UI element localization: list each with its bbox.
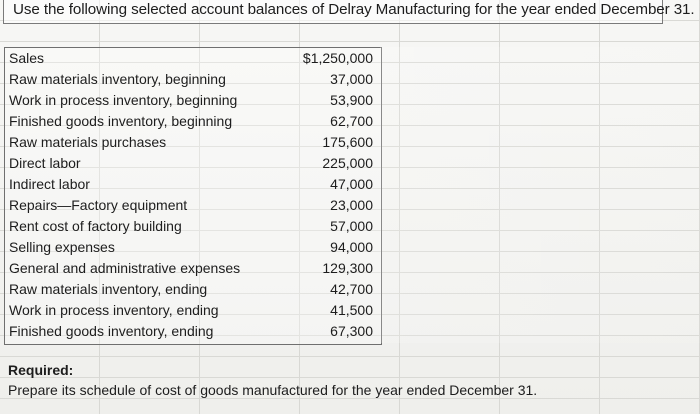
account-row — [5, 90, 381, 111]
account-row — [5, 258, 381, 279]
account-label: Finished goods inventory, ending — [9, 323, 214, 339]
account-label: Finished goods inventory, beginning — [9, 113, 233, 129]
account-label: Indirect labor — [9, 176, 90, 192]
account-label: General and administrative expenses — [9, 260, 241, 276]
account-value: $1,250,000 — [302, 50, 373, 66]
account-label: Work in process inventory, ending — [9, 302, 219, 318]
account-label: Rent cost of factory building — [9, 218, 182, 234]
account-row — [5, 48, 381, 69]
account-value: 37,000 — [330, 71, 373, 87]
account-row — [5, 300, 381, 321]
account-row — [5, 132, 381, 153]
account-value: 23,000 — [330, 197, 373, 213]
title-cell — [3, 0, 695, 24]
account-row — [5, 216, 381, 237]
required-instruction: Prepare its schedule of cost of goods manufactured for the year ended December 31. — [8, 382, 538, 398]
problem-title: Use the following selected account balances of Delray Manufacturing for the year ended December 31. — [13, 1, 695, 18]
required-heading: Required: — [8, 362, 74, 378]
account-row — [5, 195, 381, 216]
account-row — [5, 237, 381, 258]
account-value: 67,300 — [330, 323, 373, 339]
account-label: Raw materials inventory, ending — [9, 281, 208, 297]
account-value: 53,900 — [330, 92, 373, 108]
account-label: Work in process inventory, beginning — [9, 92, 238, 108]
account-value: 175,600 — [322, 134, 373, 150]
account-value: 62,700 — [330, 113, 373, 129]
account-value: 47,000 — [330, 176, 373, 192]
account-label: Raw materials inventory, beginning — [9, 71, 226, 87]
account-label: Selling expenses — [9, 239, 115, 255]
account-row — [5, 174, 381, 195]
account-row — [5, 111, 381, 132]
account-row — [5, 153, 381, 174]
account-value: 94,000 — [330, 239, 373, 255]
background-cells — [380, 47, 700, 343]
account-value: 57,000 — [330, 218, 373, 234]
account-row — [5, 279, 381, 300]
account-label: Sales — [9, 50, 45, 66]
account-value: 42,700 — [330, 281, 373, 297]
account-label: Repairs—Factory equipment — [9, 197, 188, 213]
account-balances-table — [4, 47, 382, 345]
account-value: 225,000 — [322, 155, 373, 171]
account-label: Raw materials purchases — [9, 134, 167, 150]
account-row — [5, 69, 381, 90]
account-value: 41,500 — [330, 302, 373, 318]
account-row — [5, 321, 381, 342]
blank-row — [0, 24, 700, 45]
account-label: Direct labor — [9, 155, 81, 171]
account-value: 129,300 — [322, 260, 373, 276]
